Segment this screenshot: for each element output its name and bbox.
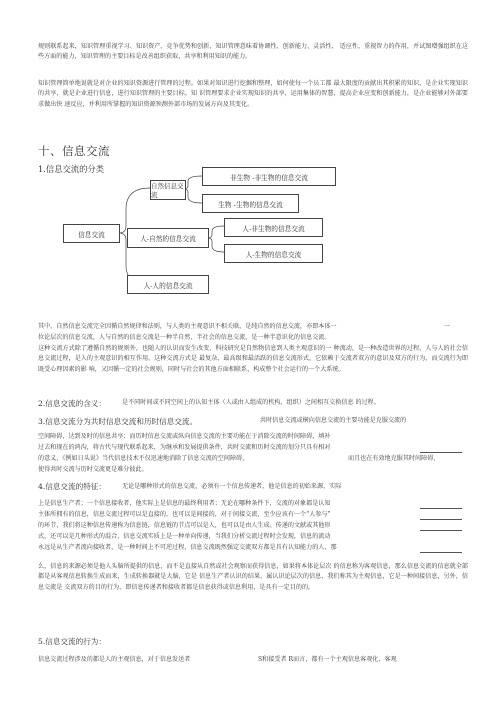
diagram-node-human-bio: 人-生物的信息交流 [224, 244, 323, 263]
fill-blank [420, 513, 462, 520]
brace-human-nature [207, 226, 224, 252]
subsection-features-title: 4.信息交流的特征： [38, 482, 106, 491]
fill-blank [420, 524, 462, 531]
text-line: 式，还可以是几种形式的混合，信息交流实质上是一种单向传递，当我们分析交流过程时会发现，信息的流动 [38, 533, 331, 540]
diagram-node-human-nature: 人-自然的信息交流 [127, 228, 209, 248]
text-line: 上是信息生产者；一个信息接收者，他实际上是信息的最终利用者；无论在哪种条件下，交流的对象都是认知 [38, 500, 331, 507]
fill-blank [420, 502, 462, 509]
diagram-node-nature: 自然信息交流 [150, 180, 186, 200]
text-line: 位论层次的信息交流，人与自然的信息交流是一种半自然、半社会的信息交流，是一种半意识化的信息交流。 [38, 334, 331, 341]
text-line: 而且也在有效地克服其时间障碍， [348, 455, 440, 462]
diagram-node-bio: 生物 -生物的信息交流 [202, 194, 299, 213]
subsection-meaning-title: 2.信息交流的含义： [38, 399, 106, 408]
text-line: 其中，自然信息交流完全因循自然规律和法则，与人类的主观意识不相关联，是纯自然的信息交流，亦即本体一 [38, 323, 337, 330]
paragraph-knowledge-management-intro: 规则联系起来，知识管理重视学习、知识资产、竞争优势和创新，知识管理意味着协调性、创新能力、灵活性、 适应性、重视智力的作用，并试图增强组织在这些方面的能力，知识管理的主要目标是改善组织获取、共享和利用知识的能力。 [38, 43, 468, 61]
text-line: 使得共时交流与历时交流更是难分彼此。 [38, 466, 148, 473]
paragraph-exchange-forms: 这种交流方式除了遵循自然的规则外，也随人的认识而发生改变，科技研究是自然物信息到人类主观意识的一 种流动，是一种改造世界的过程，人与人的社会信息交流过程，是人的主观意识的相互作用。这种交流方式是 最复杂、最高级和最活跃的信息交流形式，它依赖于交流者双方的意识及双方的行为，而交流行为即既受心理因素的影 响，又因循一定的社会规则，同时与社会的其他方面相联系，构成整个社会运行的一个大系统。 [38, 345, 468, 373]
text-line: 过去和现在的鸿沟，将古代与现代联系起来，为继承和发展提供条件，共时交流和历时交流的划分只具有相对 [38, 444, 331, 451]
text-line: 共时信息交流或横向信息交流的主要功能是克服交流的 [260, 417, 407, 424]
text-line: 是不同时间或不同空间上的认知主体（人或由人组成的机构、组织）之间相互交换信息 的过程。 [122, 399, 380, 406]
text-line: 空间障碍，达到及时的信息共享；而历时信息交流或纵向信息交流的主要功能在于消除交流的时间障碍，填补 [38, 433, 331, 440]
diagram-node-root: 信息交流 [63, 224, 120, 243]
diagram-node-nonbio: 非生物 -非生物的信息交流 [202, 167, 336, 186]
text-line: 主体所拥有的信息，信息交流过程可以是直接的，也可以是间接的，对于间接交流，至少应该有一个“人参与” [38, 511, 331, 518]
paragraph-knowledge-management-definition: 知识管理简单地说就是对企业的知识资源进行管理的过程。如果对知识进行挖掘和整理，如何使每一个员工都 最大限度的贡献出其积累的知识，是企业实现知识的共享，就是企业进行信息，进行知识管理的主要目标。知 识管理要求企业实现知识的共享，运用集体的智慧，提高企业应变和创新能力，是企业能够对外部要求做出快 速反应，并利用所掌握的知识资源预测外部市场的发展方向及其变化。 [38, 80, 468, 108]
text-line: 永远是从生产者流向接收者，是一种时间上不可逆过程，信息交流既然强定交流双方都是具有认知能力的人，那 [38, 544, 337, 551]
paragraph-information-source: 么，信息的来源必须是他人头脑所提供的信息，而不是直接从自然或社会观察而获得信息，如果将本体论层次 的信息称为客观信息，那么信息交流的信息就全部都是从客观信息转换生成而来，生成转换器就是大脑，它是 信息生产者认识的结果，属认识论层次的信息，我们称其为主观信息，它是一种间接信息，另外，信息交流是 交流双方的目的行为，即信息传递者和接收者都是信息获得或信息利用，是具有一定目的的。 [38, 563, 468, 591]
text-line: 的环节，我们将这种信息传递称为信息链，信息链的节点可以是人，也可以是由人生成、传递的文献或其他形 [38, 522, 331, 529]
subsection-classification-title: 1.信息交流的分类 [38, 164, 104, 174]
text-line: 信息交流过程涉及的都是人的主观信息，对于信息发送者 [38, 656, 191, 663]
section-title: 十、信息交流 [38, 144, 110, 158]
text-line: 无论是哪种形式的信息交流，必须有一个信息传递者，他是信息的初始来源，实际 [122, 483, 342, 490]
subsection-synchronic-title: 3.信息交流分为共时信息交流和历时信息交流。 [38, 417, 198, 426]
text-line: S和接受者 R而言，都有一个主观信息客观化、客观 [258, 656, 397, 663]
diagram-node-human-human: 人-人的信息交流 [127, 275, 209, 294]
text-line-tail: 一 [444, 323, 451, 330]
fill-blank [420, 446, 462, 453]
subsection-behavior-title: 5.信息交流的行为： [38, 637, 106, 646]
text-line: 的意义，《例如日头说》当代信息技术不仅迅速地消除了信息交流的空间障碍， [38, 455, 249, 462]
fill-blank [420, 546, 462, 553]
diagram-node-human-nonbio: 人-非生物的信息交流 [224, 218, 323, 237]
